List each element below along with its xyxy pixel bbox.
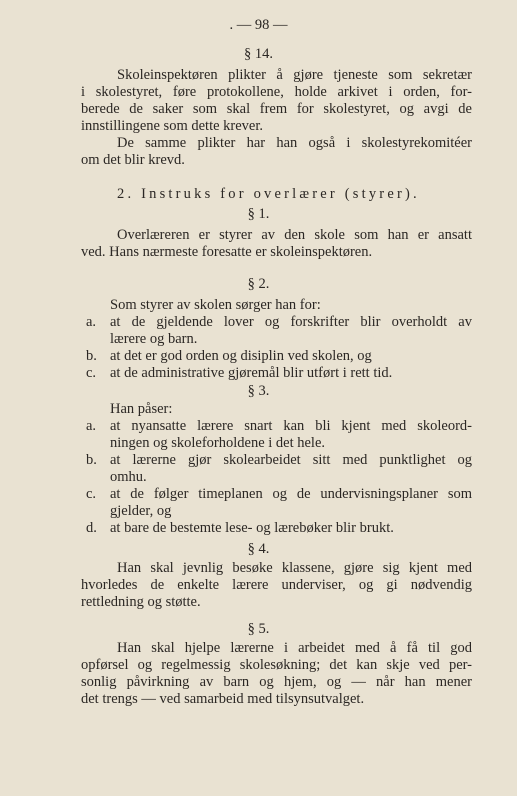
list-letter: c. [86, 365, 97, 381]
paragraph-line: sonlig påvirkning av barn og hjem, og — når han mener [81, 674, 472, 690]
paragraph-line: De samme plikter har han også i skolestyrekomitéer [117, 135, 472, 151]
section-heading-2: § 2. [247, 276, 270, 292]
paragraph-line: Han skal hjelpe lærerne i arbeidet med å få til god [117, 640, 472, 656]
list-item-line: omhu. [110, 469, 147, 485]
paragraph-line: innstillingene som dette krever. [81, 118, 264, 134]
list-item-line: gjelder, og [110, 503, 172, 519]
page-number: . — 98 — [229, 17, 288, 33]
list-letter: d. [86, 520, 97, 536]
list-item-line: ningen og skoleforholdene i det hele. [110, 435, 326, 451]
section-heading-4: § 4. [247, 541, 270, 557]
list-item-line: at nyansatte lærere snart kan bli kjent med skoleord- [110, 418, 472, 434]
paragraph-line: opførsel og regelmessig skolesøkning; det kan skje ved per- [81, 657, 472, 673]
list-item-line: lærere og barn. [110, 331, 198, 347]
list-intro: Han påser: [110, 401, 173, 417]
paragraph-line: rettledning og støtte. [81, 594, 201, 610]
list-item-line: at bare de bestemte lese- og lærebøker blir brukt. [110, 520, 394, 536]
list-item-line: at de gjeldende lover og forskrifter blir overholdt av [110, 314, 472, 330]
list-letter: a. [86, 418, 97, 434]
paragraph-line: berede de saker som skal frem for skolestyret, og avgi de [81, 101, 472, 117]
section-heading-5: § 5. [247, 621, 270, 637]
list-letter: c. [86, 486, 97, 502]
paragraph-line: ved. Hans nærmeste foresatte er skoleinspektøren. [81, 244, 373, 260]
paragraph-line: om det blir krevd. [81, 152, 185, 168]
paragraph-line: det trengs — ved samarbeid med tilsynsutvalget. [81, 691, 365, 707]
list-letter: b. [86, 348, 97, 364]
paragraph-line: Skoleinspektøren plikter å gjøre tjeneste som sekretær [117, 67, 472, 83]
section-heading-3: § 3. [247, 383, 270, 399]
list-item-line: at de administrative gjøremål blir utført i rett tid. [110, 365, 393, 381]
list-intro: Som styrer av skolen sørger han for: [110, 297, 321, 313]
list-item-line: at de følger timeplanen og de undervisningsplaner som [110, 486, 472, 502]
paragraph-line: i skolestyret, føre protokollene, holde arkivet i orden, for- [81, 84, 472, 100]
paragraph-line: Han skal jevnlig besøke klassene, gjøre sig kjent med [117, 560, 472, 576]
paragraph-line: hvorledes de enkelte lærere underviser, og gi nødvendig [81, 577, 472, 593]
section-heading-14: § 14. [244, 46, 273, 62]
paragraph-line: Overlæreren er styrer av den skole som han er ansatt [117, 227, 472, 243]
section-title: 2. Instruks for overlærer (styrer). [117, 186, 420, 202]
list-letter: b. [86, 452, 97, 468]
section-heading-1: § 1. [247, 206, 270, 222]
list-item-line: at det er god orden og disiplin ved skolen, og [110, 348, 372, 364]
list-item-line: at lærerne gjør skolearbeidet sitt med punktlighet og [110, 452, 472, 468]
list-letter: a. [86, 314, 97, 330]
